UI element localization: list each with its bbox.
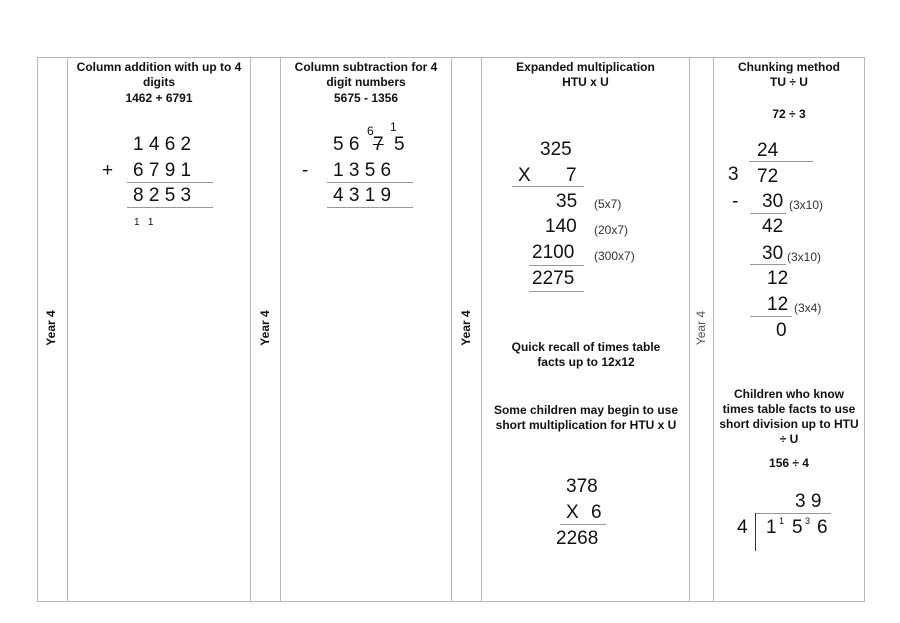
short-division-digit: 6 <box>817 517 828 538</box>
short-division-carry: 3 <box>805 516 811 526</box>
multiplication-partial: 2100 <box>532 242 575 263</box>
division-chunk-note: (3x4) <box>794 301 822 315</box>
division-divisor: 3 <box>728 164 739 185</box>
multiplication-rule <box>529 291 584 292</box>
division-chunk: 30 <box>762 243 784 264</box>
division-bracket-top <box>749 161 813 162</box>
short-multiplication-result: 2268 <box>556 528 599 549</box>
subtraction-exchange-digit: 6 <box>367 124 374 138</box>
subtraction-row-1-start: 5 6 <box>333 134 360 155</box>
multiplication-partial-note: (5x7) <box>594 197 622 211</box>
division-chunk: 12 <box>767 268 789 289</box>
short-division-divisor: 4 <box>737 517 748 538</box>
short-division-text: Children who know times table facts to use short division up to HTU ÷ U <box>719 387 859 446</box>
short-division-carry: 1 <box>779 516 785 526</box>
column-divider <box>451 57 452 602</box>
column-divider <box>689 57 690 602</box>
division-chunk-note: (3x10) <box>787 250 822 264</box>
multiplication-times-digit: 7 <box>566 165 577 186</box>
division-rule <box>750 264 786 265</box>
year-label-division: Year 4 <box>694 310 708 346</box>
subtraction-rule <box>327 182 413 183</box>
short-multiplication-text: Some children may begin to use short multiplication for HTU x U <box>493 403 679 432</box>
addition-row-2: 6 7 9 1 <box>133 160 192 181</box>
year-label-subtraction: Year 4 <box>258 310 272 346</box>
multiplication-partial: 140 <box>545 216 577 237</box>
division-chunk: 30 <box>762 191 784 212</box>
division-quotient: 24 <box>757 140 779 161</box>
division-chunk-note: (3x10) <box>789 198 824 212</box>
subtraction-row-1-crossed: 7 <box>373 134 384 155</box>
short-division-digit: 1 <box>766 517 777 538</box>
subtraction-exchange-one: 1 <box>390 120 397 134</box>
column-divider <box>67 57 68 602</box>
subtraction-rule <box>327 207 413 208</box>
short-division-quotient: 3 9 <box>795 491 822 512</box>
division-chunk: 0 <box>776 320 787 341</box>
division-chunk: 42 <box>762 216 784 237</box>
division-minus-sign: - <box>732 191 739 212</box>
division-dividend: 72 <box>757 166 779 187</box>
addition-rule <box>127 207 213 208</box>
division-rule <box>750 316 792 317</box>
multiplication-title: Expanded multiplication <box>516 60 655 74</box>
multiplication-times-sign: X <box>518 165 531 186</box>
division-chunk: 12 <box>767 294 789 315</box>
addition-plus-sign: + <box>102 160 114 181</box>
short-division-bracket-top <box>755 513 831 514</box>
multiplication-partial-note: (20x7) <box>594 223 629 237</box>
addition-result: 8 2 5 3 <box>133 185 192 206</box>
division-rule <box>750 213 786 214</box>
short-multiplication-times-sign: X <box>566 502 579 523</box>
addition-rule <box>127 182 213 183</box>
subtraction-row-2: 1 3 5 6 <box>333 160 392 181</box>
multiplication-total: 2275 <box>532 268 575 289</box>
short-multiplication-rule <box>560 524 606 525</box>
multiplication-partial-note: (300x7) <box>594 249 635 263</box>
short-division-digit: 5 <box>792 517 803 538</box>
multiplication-top: 325 <box>540 139 572 160</box>
subtraction-example: 5675 - 1356 <box>333 91 399 105</box>
division-subtitle: TU ÷ U <box>770 75 808 89</box>
multiplication-rule <box>512 186 584 187</box>
multiplication-subtitle: HTU x U <box>562 75 609 89</box>
short-multiplication-top: 378 <box>566 476 598 497</box>
column-divider <box>481 57 482 602</box>
short-division-example: 156 ÷ 4 <box>769 456 809 470</box>
short-multiplication-times-digit: 6 <box>591 502 602 523</box>
short-division-bracket-side <box>755 513 756 551</box>
subtraction-row-1-end: 5 <box>394 134 405 155</box>
addition-row-1: 1 4 6 2 <box>133 134 192 155</box>
multiplication-partial: 35 <box>556 191 578 212</box>
year-label-addition: Year 4 <box>44 310 58 346</box>
column-divider <box>713 57 714 602</box>
addition-carries: 1 1 <box>134 217 154 228</box>
subtraction-result: 4 3 1 9 <box>333 185 392 206</box>
addition-title: Column addition with up to 4 digits <box>76 60 242 89</box>
column-divider <box>250 57 251 602</box>
column-divider <box>280 57 281 602</box>
subtraction-title: Column subtraction for 4 digit numbers <box>294 60 438 89</box>
multiplication-rule <box>529 265 584 266</box>
subtraction-minus-sign: - <box>302 160 309 181</box>
division-title: Chunking method <box>738 60 840 74</box>
recall-text: Quick recall of times table facts up to 12x12 <box>511 340 661 369</box>
year-label-multiplication: Year 4 <box>459 310 473 346</box>
addition-example: 1462 + 6791 <box>125 91 193 105</box>
division-example: 72 ÷ 3 <box>772 107 806 121</box>
